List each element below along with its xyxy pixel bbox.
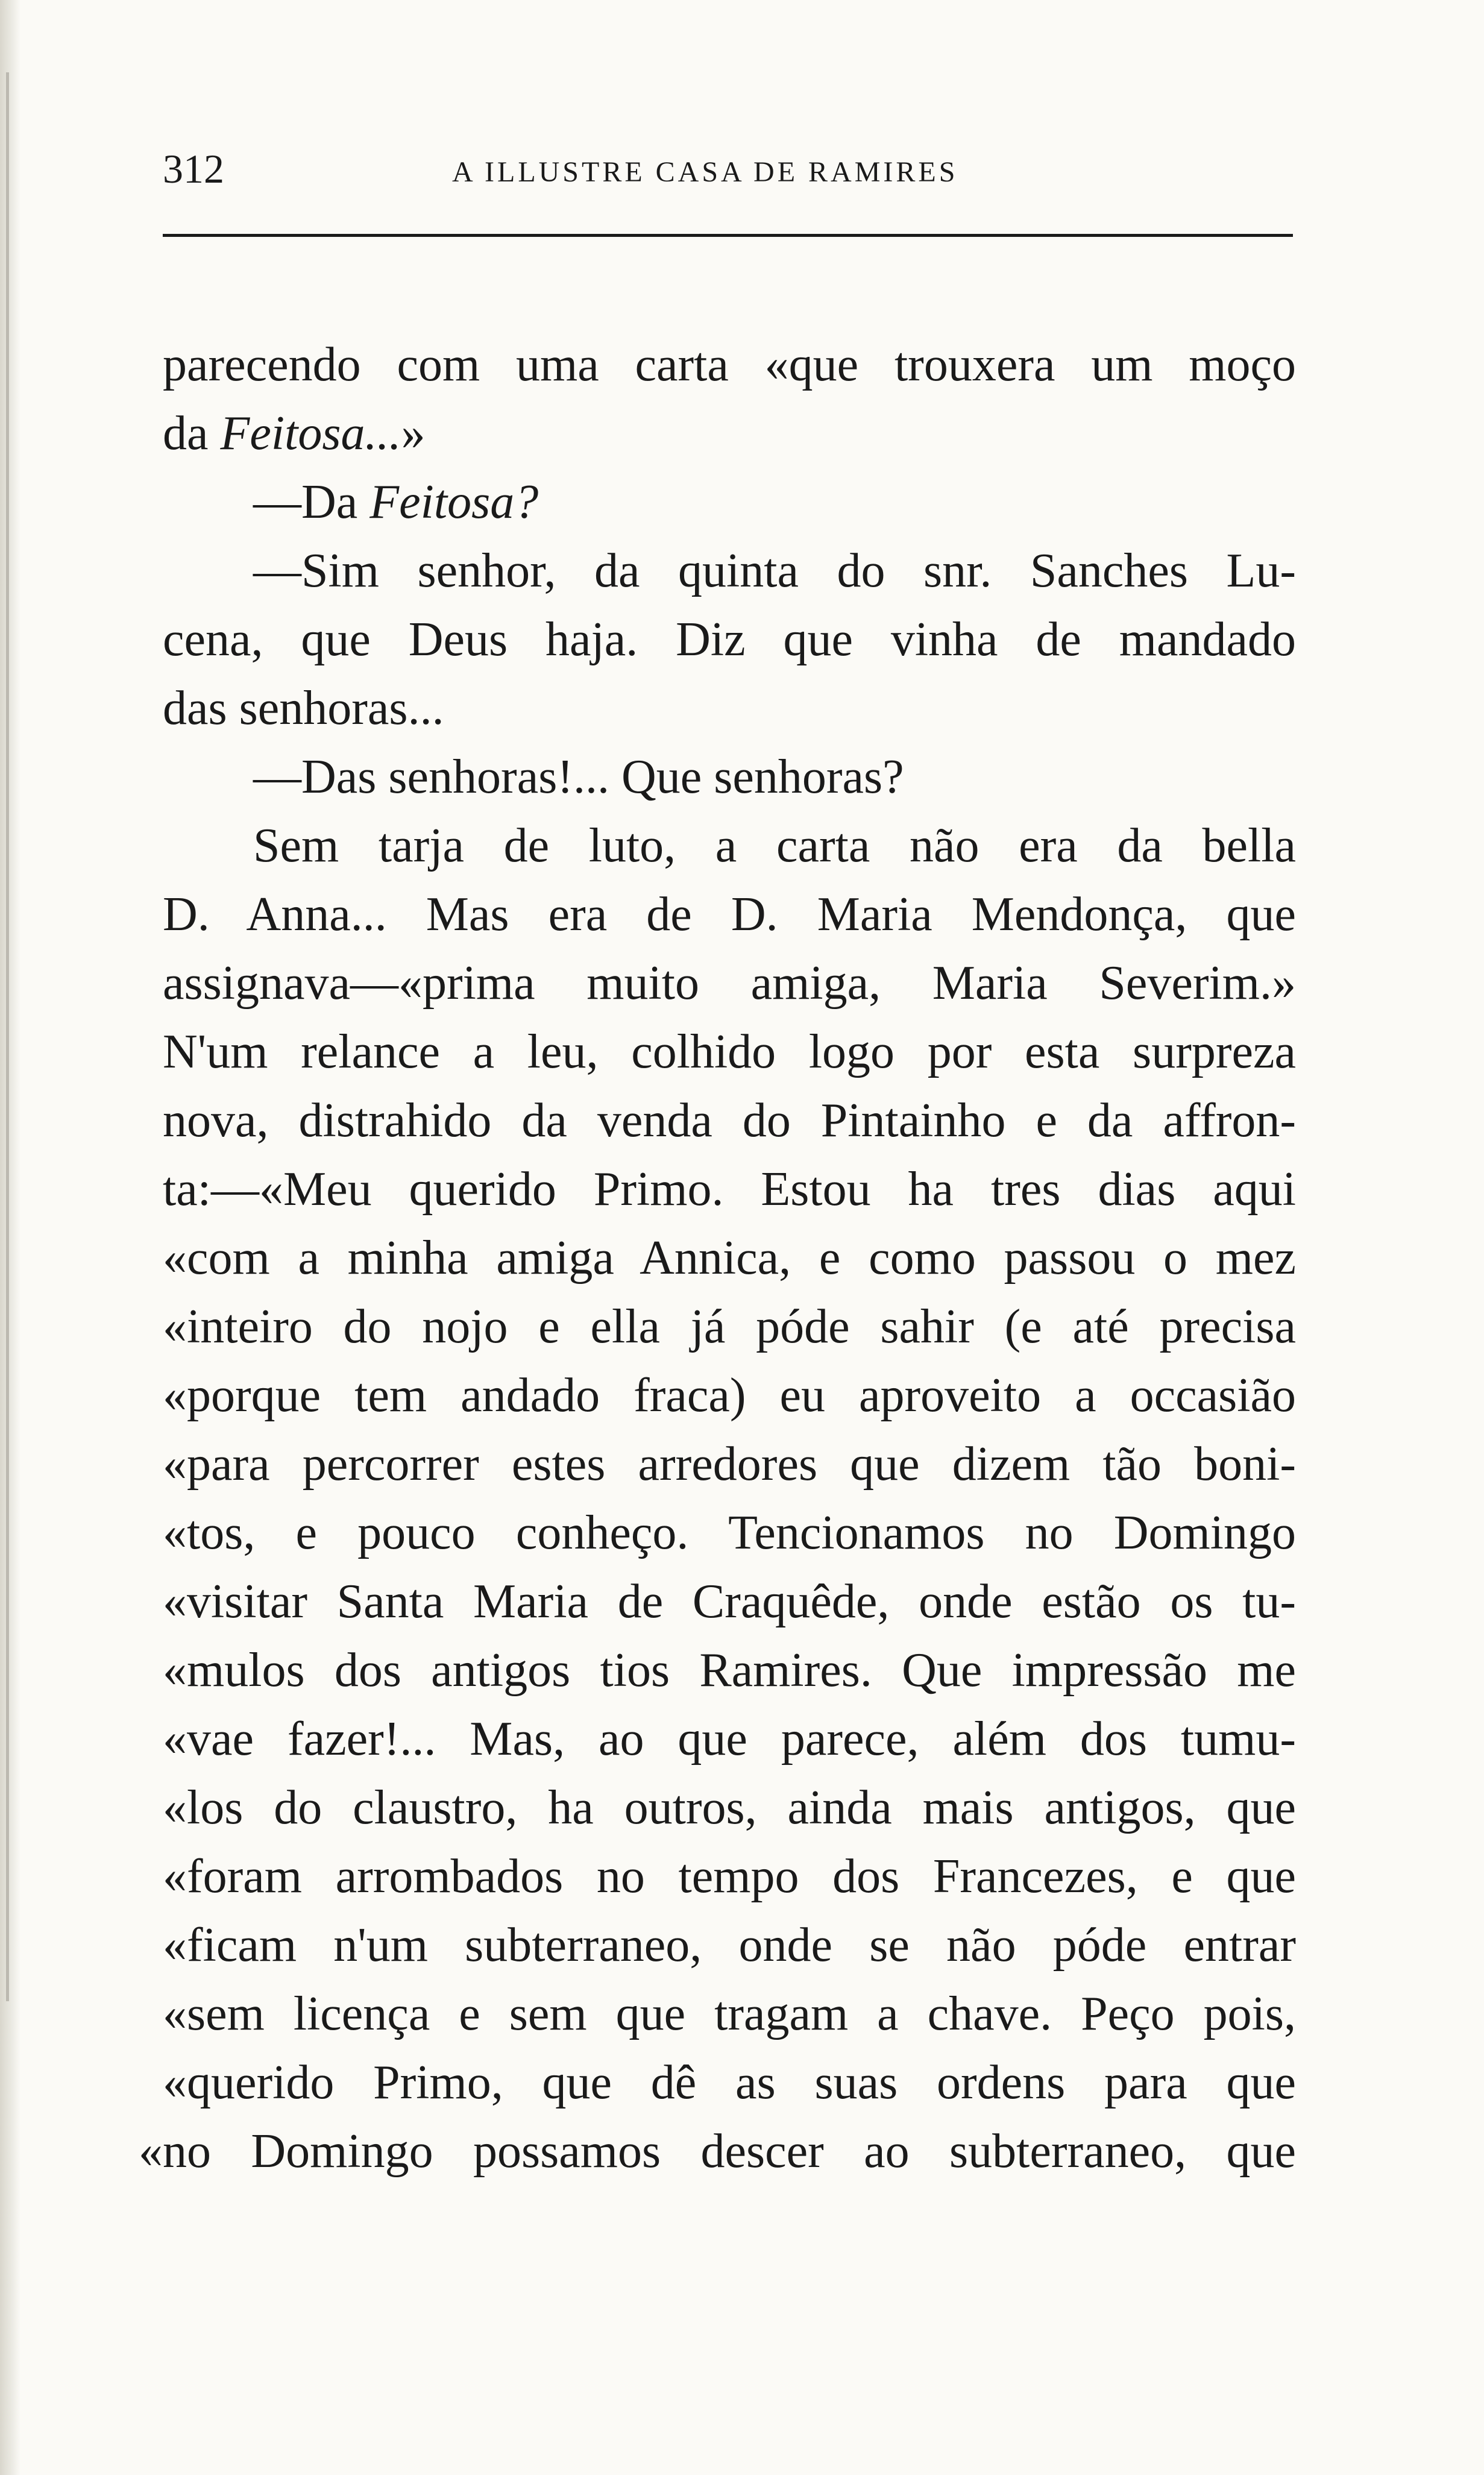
text-line: «foram arrombados no tempo dos Francezes, e que	[163, 1850, 1296, 1903]
text-line: «visitar Santa Maria de Craquêde, onde estão os tu-	[163, 1575, 1296, 1628]
text-line: parecendo com uma carta «que trouxera um moço	[163, 338, 1296, 391]
text-line: das senhoras...	[163, 682, 444, 735]
text-line: D. Anna... Mas era de D. Maria Mendonça, que	[163, 888, 1296, 941]
text-line: «sem licença e sem que tragam a chave. Peço pois,	[163, 1987, 1296, 2040]
text-line: «no Domingo possamos descer ao subterraneo, que	[139, 2125, 1296, 2178]
text-line: «los do claustro, ha outros, ainda mais antigos, que	[163, 1781, 1296, 1834]
text-line: «mulos dos antigos tios Ramires. Que impressão me	[163, 1644, 1296, 1697]
text-line: Sem tarja de luto, a carta não era da bella	[253, 819, 1296, 872]
italic-place-name: Feitosa...	[220, 407, 401, 460]
text-fragment: da	[163, 407, 221, 460]
text-line	[163, 399, 1296, 468]
text-line: «querido Primo, que dê as suas ordens para que	[163, 2056, 1296, 2109]
text-line: cena, que Deus haja. Diz que vinha de mandado	[163, 613, 1296, 666]
text-line: «inteiro do nojo e ella já póde sahir (e até precisa	[163, 1300, 1296, 1353]
page-edge-line	[6, 72, 9, 2001]
text-line: —Das senhoras!... Que senhoras?	[253, 750, 904, 804]
running-title: A ILLUSTRE CASA DE RAMIRES	[452, 156, 958, 188]
page-header	[163, 142, 1296, 196]
header-rule	[163, 234, 1293, 237]
text-line: ta:—«Meu querido Primo. Estou ha tres dias aqui	[163, 1163, 1296, 1216]
text-line: «ficam n'um subterraneo, onde se não póde entrar	[163, 1919, 1296, 1972]
text-line	[163, 468, 1296, 536]
text-line: «tos, e pouco conheço. Tencionamos no Domingo	[163, 1506, 1296, 1559]
text-fragment: —Da	[253, 476, 370, 529]
page-number: 312	[163, 146, 224, 192]
text-line: —Sim senhor, da quinta do snr. Sanches Lu-	[253, 544, 1296, 597]
text-line: nova, distrahido da venda do Pintainho e da affron-	[163, 1094, 1296, 1147]
text-line: «vae fazer!... Mas, ao que parece, além dos tumu-	[163, 1712, 1296, 1766]
body-text	[139, 330, 1296, 2186]
text-line: assignava—«prima muito amiga, Maria Severim.»	[163, 957, 1296, 1010]
book-spine-shadow	[0, 0, 20, 2475]
text-line: «com a minha amiga Annica, e como passou o mez	[163, 1231, 1296, 1285]
text-line: N'um relance a leu, colhido logo por esta surpreza	[163, 1025, 1296, 1078]
italic-place-name: Feitosa?	[369, 476, 539, 529]
text-line: «para percorrer estes arredores que dizem tão boni-	[163, 1438, 1296, 1491]
text-line: «porque tem andado fraca) eu aproveito a occasião	[163, 1369, 1296, 1422]
text-fragment: »	[401, 407, 426, 460]
